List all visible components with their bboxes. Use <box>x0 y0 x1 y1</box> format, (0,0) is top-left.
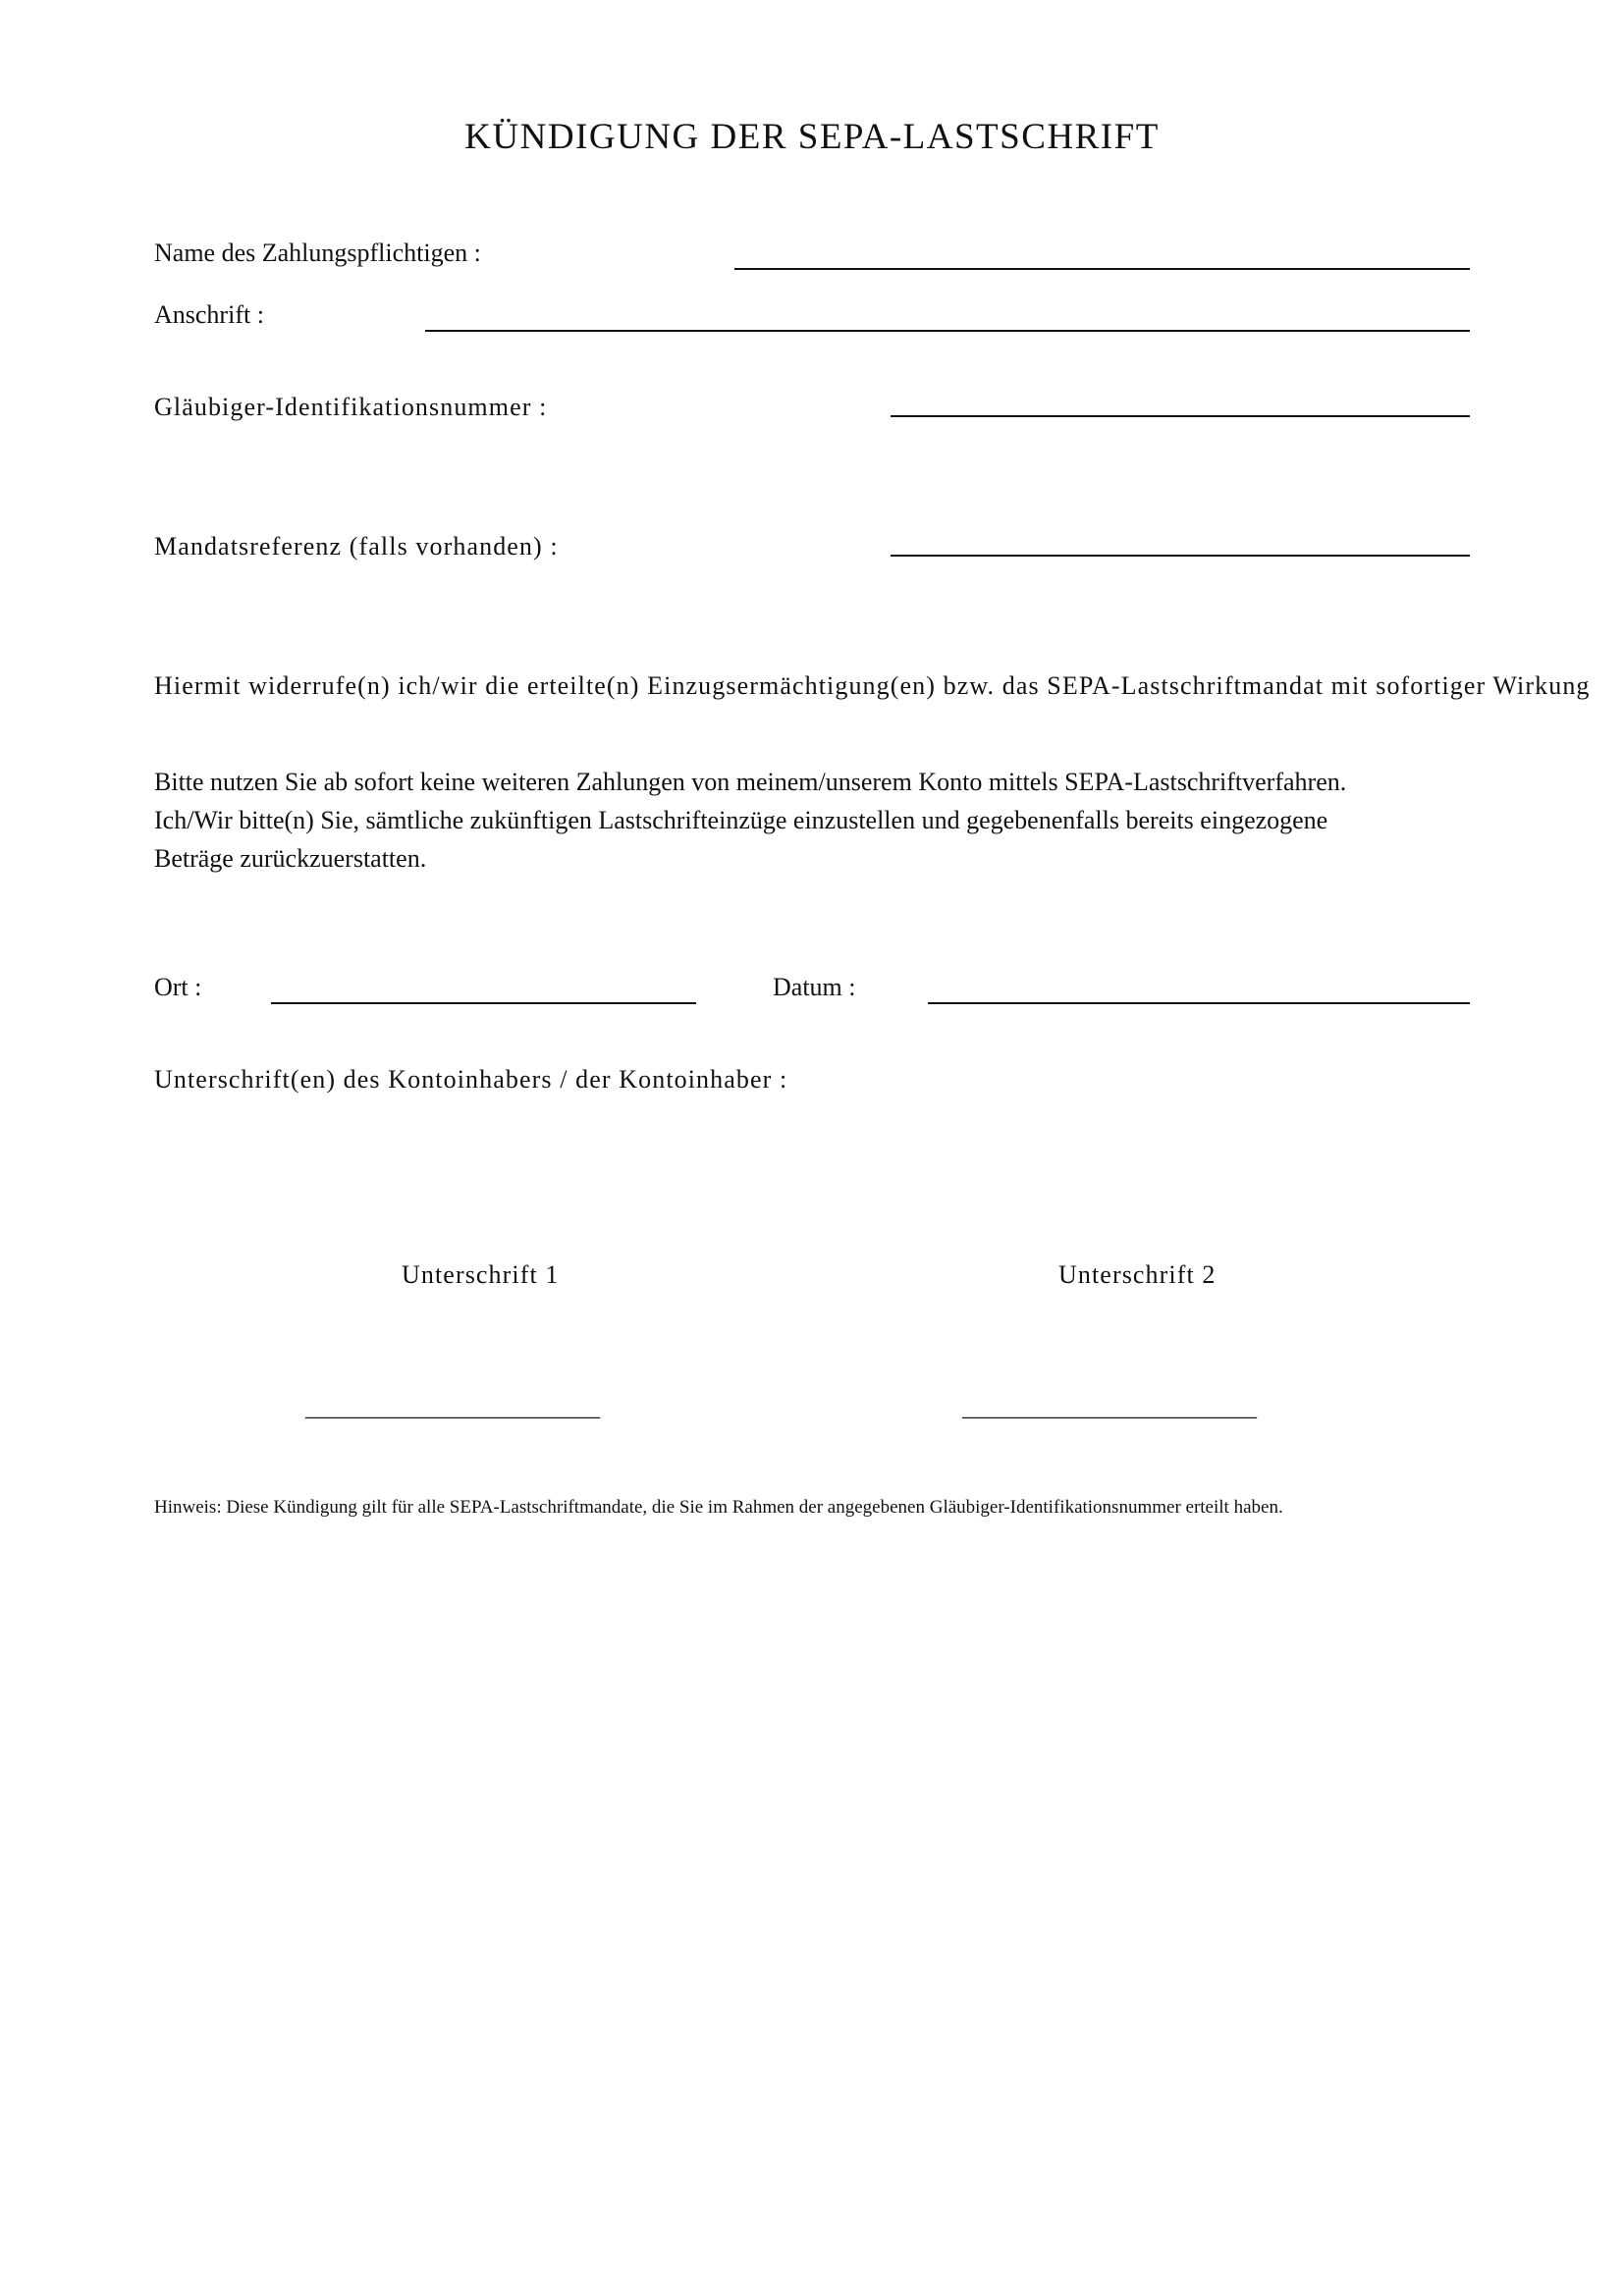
request-line-2: Ich/Wir bitte(n) Sie, sämtliche zukünftigen Lastschrifteinzüge einzustellen und gegebenenfalls bereits eingezogene <box>154 806 1328 834</box>
mandate-reference-field[interactable] <box>891 555 1470 557</box>
creditor-id-label: Gläubiger-Identifikationsnummer : <box>154 393 548 421</box>
mandate-reference-label: Mandatsreferenz (falls vorhanden) : <box>154 532 559 561</box>
footnote: Hinweis: Diese Kündigung gilt für alle SEPA-Lastschriftmandate, die Sie im Rahmen der angegebenen Gläubiger-Identifikationsnummer erteilt haben. <box>154 1497 1283 1518</box>
date-field[interactable] <box>928 1002 1470 1004</box>
signature-2-field[interactable]: _________________________ <box>962 1396 1257 1421</box>
signature-1-field[interactable]: _________________________ <box>305 1396 600 1421</box>
signature-1-label: Unterschrift 1 <box>402 1260 560 1289</box>
document-title: KÜNDIGUNG DER SEPA-LASTSCHRIFT <box>464 117 1160 157</box>
place-label: Ort : <box>154 973 202 1001</box>
signature-heading: Unterschrift(en) des Kontoinhabers / der Kontoinhaber : <box>154 1065 788 1094</box>
date-label: Datum : <box>773 973 856 1001</box>
signature-2-label: Unterschrift 2 <box>1058 1260 1217 1289</box>
address-field[interactable] <box>425 330 1470 332</box>
place-field[interactable] <box>271 1002 696 1004</box>
request-paragraph <box>154 763 1346 878</box>
address-label: Anschrift : <box>154 300 264 329</box>
revocation-text: Hiermit widerrufe(n) ich/wir die erteilte(n) Einzugsermächtigung(en) bzw. das SEPA-Lastschriftmandat mit sofortiger Wirkung <box>154 671 1591 700</box>
request-line-1: Bitte nutzen Sie ab sofort keine weiteren Zahlungen von meinem/unserem Konto mittels SEPA-Lastschriftverfahren. <box>154 768 1347 796</box>
payer-name-label: Name des Zahlungspflichtigen : <box>154 239 481 267</box>
request-line-3: Beträge zurückzuerstatten. <box>154 844 427 873</box>
payer-name-field[interactable] <box>734 268 1470 270</box>
creditor-id-field[interactable] <box>891 415 1470 417</box>
